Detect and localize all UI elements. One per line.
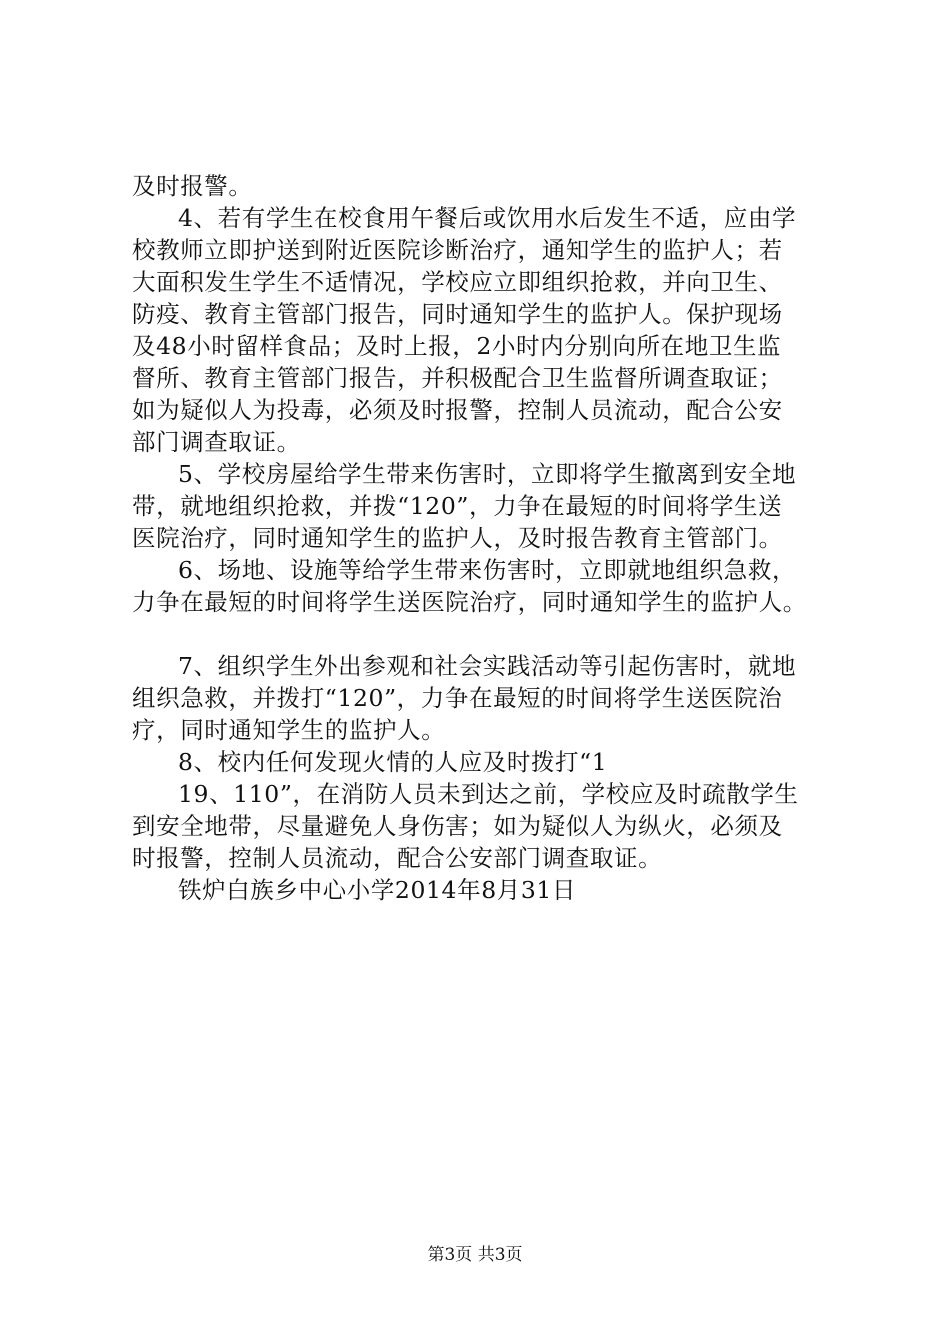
- paragraph-6-start: 6、场地、设施等给学生带来伤害时，立即就地组织急救，: [178, 556, 797, 584]
- text-line: 及48小时留样食品；及时上报，2小时内分别向所在地卫生监: [132, 332, 782, 360]
- text-line: 校教师立即护送到附近医院诊断治疗，通知学生的监护人；若: [132, 236, 783, 264]
- text-line: 部门调查取证。: [132, 428, 301, 456]
- page-footer: [0, 1244, 950, 1266]
- text-line: 如为疑似人为投毒，必须及时报警，控制人员流动，配合公安: [132, 396, 783, 424]
- paragraph-4-start: 4、若有学生在校食用午餐后或饮用水后发生不适，应由学: [178, 204, 797, 232]
- document-body: [132, 170, 852, 906]
- text-line: 时报警，控制人员流动，配合公安部门调查取证。: [132, 844, 663, 872]
- signature-line: 铁炉白族乡中心小学2014年8月31日: [178, 876, 577, 904]
- text-line: 到安全地带，尽量避免人身伤害；如为疑似人为纵火，必须及: [132, 812, 783, 840]
- text-line: 督所、教育主管部门报告，并积极配合卫生监督所调查取证；: [132, 364, 783, 392]
- text-line: 大面积发生学生不适情况，学校应立即组织抢救，并向卫生、: [132, 268, 783, 296]
- text-line: 疗，同时通知学生的监护人。: [132, 716, 446, 744]
- text-line: 力争在最短的时间将学生送医院治疗，同时通知学生的监护人。: [132, 588, 807, 616]
- text-line: 带，就地组织抢救，并拨“120”，力争在最短的时间将学生送: [132, 492, 783, 520]
- text-line: 防疫、教育主管部门报告，同时通知学生的监护人。保护现场: [132, 300, 783, 328]
- text-line: 医院治疗，同时通知学生的监护人，及时报告教育主管部门。: [132, 524, 783, 552]
- paragraph-7-start: 7、组织学生外出参观和社会实践活动等引起伤害时，就地: [178, 652, 797, 680]
- text-line: 组织急救，并拨打“120”，力争在最短的时间将学生送医院治: [132, 684, 783, 712]
- page-number: 第3页 共3页: [427, 1245, 523, 1265]
- paragraph-8-start: 8、校内任何发现火情的人应及时拨打“1: [178, 748, 608, 776]
- paragraph-5-start: 5、学校房屋给学生带来伤害时，立即将学生撤离到安全地: [178, 460, 797, 488]
- text-line: 及时报警。: [132, 172, 253, 200]
- blank-line: [132, 618, 852, 650]
- text-line: 19、110”，在消防人员未到达之前，学校应及时疏散学生: [178, 780, 799, 808]
